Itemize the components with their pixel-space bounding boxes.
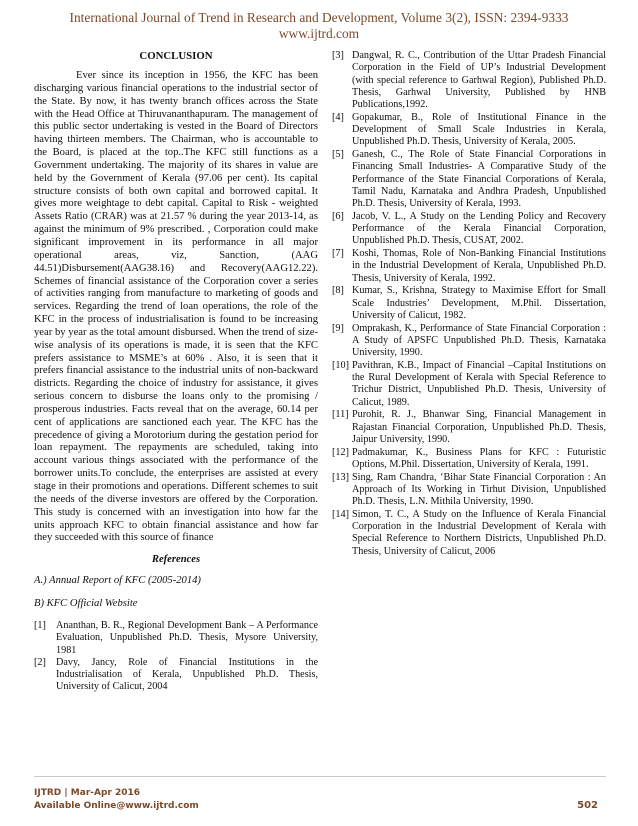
journal-url[interactable]: www.ijtrd.com xyxy=(278,26,360,41)
references-title: References xyxy=(151,554,201,566)
reference-item xyxy=(332,248,606,285)
reference-text: Jacob, V. L., A Study on the Lending Policy and Recovery Performance of the Kerala Financial Corporation, Unpublished Ph.D. Thesis, CUSAT, 2002. xyxy=(352,210,606,247)
reference-text: Gopakumar, B., Role of Institutional Finance in the Development of Small Scale Industries in Kerala, Unpublished Ph.D. Thesis, University of Kerala, 2005. xyxy=(352,111,606,148)
reference-number: [5] xyxy=(332,149,344,160)
reference-number: [6] xyxy=(332,210,344,222)
reference-text: Dangwal, R. C., Contribution of the Uttar Pradesh Financial Corporation in the Field of UP’s Industrial Development (with special reference to Garhwal Region), Published Ph.D. Thesis, Garhwal University, Published by HNB Publications,1992. xyxy=(352,50,606,110)
reference-item xyxy=(332,211,606,248)
reference-item xyxy=(332,472,606,509)
journal-title: International Journal of Trend in Research and Development, Volume 3(2), ISSN: 2394-9333 xyxy=(69,10,569,25)
reference-text: Padmakumar, K., Business Plans for KFC : Futuristic Options, M.Phil. Dissertation, University of Kerala, 1991. xyxy=(352,446,606,470)
reference-text: Pavithran, K.B., Impact of Financial –Capital Institutions on the Rural Development of Kerala with Special Reference to Trichur District, Unpublished Ph.D. Thesis, University of Calicut, 1989. xyxy=(352,359,606,408)
left-column xyxy=(34,50,318,694)
reference-text: Davy, Jancy, Role of Financial Institutions in the Industrialisation of Kerala, Unpublished Ph.D. Thesis, University of Calicut, 2004 xyxy=(56,656,318,693)
reference-number: [13] xyxy=(332,471,349,483)
reference-number: [1] xyxy=(34,620,46,632)
page-footer xyxy=(34,787,199,813)
reference-item xyxy=(332,509,606,558)
page-number: 502 xyxy=(577,800,598,811)
footer-divider xyxy=(34,776,606,777)
reference-item xyxy=(332,112,606,149)
reference-item xyxy=(34,620,318,657)
right-column xyxy=(332,50,606,558)
reference-text: Simon, T. C., A Study on the Influence of Kerala Financial Corporation in the Industrial Development of Kerala with Special Reference to Northern Districts, Unpublished Ph.D. Thesis, University of Calicut, 2006 xyxy=(352,508,606,557)
reference-number: [7] xyxy=(332,248,344,259)
reference-number: [14] xyxy=(332,508,349,520)
conclusion-text: Ever since its inception in 1956, the KFC has been discharging various financial operations to the industrial sector of the State. By now, it has twenty branch offices across the State with the Head Office at Thiruvananthapuram. The management of this public sector undertaking is vested in the Board of Directors having thirteen members. The Chairman, who is accountable to the Board, is placed at the top..The KFC still functions as a Government undertaking. The majority of its shares in value are held by the Government of Kerala (97.06 per cent). Its capital structure consists of both own capital and borrowed capital. It gives more weightage to debt capital. Capital to Risk - weighted Assets Ratio (CRAR) was at 21.57 % during the year 2013-14, as against the minimum of 9% prescribed. , Corporation could make significant improvement in its performance in all major operational areas, viz, Sanction, (AAG 44.51)Disbursement(AAG38.16) and Recovery(AAG12.22). Schemes of financial assistance of the Corporation cover a series of activities ranging from manufacture to marketing of goods and services. Regarding the trend of loan operations, the role of the KFC in the process of industrialisation is found to be increasing year by year as the total amount disbursed. When the trend of size-wise analysis of its operations is made, it is seen that the KFC prefers assistance to MSME’s at 60% . Also, it is seen that it prefers financial assistance to the industrial units of non-backward districts. Regarding the choice of industry for assistance, it gives serious concern to disburse the loans only to the promising / prosperous industries. Facts reveal that on the average, 60.14 per cent of applications are sanctioned each year. The KFC has the precedence of giving a Morotorium during the gestation period for loan repayment. The repayments are scheduled, taking into account various things associated with the performance of the borrower units.To conclude, the enterprises are assisted at every stage in their promotions and operations. Different schemes to suit the needs of the diverse investors are offered by the Corporation. This study is concerned with an investigation into how far the units approach KFC to obtain financial assistance and how far they succeeded with this source of finance xyxy=(34,70,318,544)
conclusion-body xyxy=(34,70,318,545)
reference-item xyxy=(34,657,318,694)
reference-text: Ganesh, C., The Role of State Financial Corporations in Financing Small Industries- A Comparative Study of the Performance of the State Financial Corporations of Kerala, Tamil Nadu, Karnataka and Andhra Pradesh, Unpublished Ph.D. Thesis, University of Kerala, 1993. xyxy=(352,149,606,209)
reference-text: Kumar, S., Krishna, Strategy to Maximise Effort for Small Scale Industries’ Development, M.Phil. Dissertation, University of Calicut, 1982. xyxy=(352,285,606,321)
reference-item xyxy=(332,360,606,409)
availability-link[interactable]: Available Online@www.ijtrd.com xyxy=(34,801,199,811)
reference-number: [10] xyxy=(332,359,349,371)
reference-number: [8] xyxy=(332,285,344,297)
reference-item xyxy=(332,50,606,111)
reference-number: [3] xyxy=(332,50,344,61)
reference-number: [11] xyxy=(332,409,349,421)
reference-item xyxy=(332,285,606,322)
reference-number: [12] xyxy=(332,446,349,458)
reference-item xyxy=(332,447,606,472)
reference-number: [2] xyxy=(34,656,46,668)
reference-text: Ananthan, B. R., Regional Development Bank – A Performance Evaluation, Unpublished Ph.D. Thesis, Mysore University, 1981 xyxy=(56,620,318,656)
reference-text: Omprakash, K., Performance of State Financial Corporation : A Study of APSFC Unpublished Ph.D. Thesis, Karnataka University, 1990. xyxy=(352,322,606,358)
issue-info: IJTRD | Mar-Apr 2016 xyxy=(34,788,141,798)
reference-text: Koshi, Thomas, Role of Non-Banking Financial Institutions in the Industrial Development of Kerala, Unpublished Ph.D. Thesis, University of Kerala, 1992. xyxy=(352,248,606,284)
reference-text: Sing, Ram Chandra, ‘Bihar State Financial Corporation : An Approach of Its Working in Tirhut Division, Unpublished Ph.D. Thesis, L.N. Mithila University, 1990. xyxy=(352,471,606,507)
reference-number: [4] xyxy=(332,111,344,123)
reference-source-a: A.) Annual Report of KFC (2005-2014) xyxy=(34,575,201,587)
conclusion-heading: CONCLUSION xyxy=(139,50,213,62)
reference-item xyxy=(332,149,606,210)
reference-text: Purohit, R. J., Bhanwar Sing, Financial Management in Rajastan Financial Corporation, Unpublished Ph.D. Thesis, Jaipur University, 1990. xyxy=(352,409,606,445)
page-header xyxy=(0,10,638,42)
reference-item xyxy=(332,409,606,446)
reference-item xyxy=(332,323,606,360)
reference-number: [9] xyxy=(332,322,344,334)
reference-source-b: B) KFC Official Website xyxy=(34,598,138,610)
